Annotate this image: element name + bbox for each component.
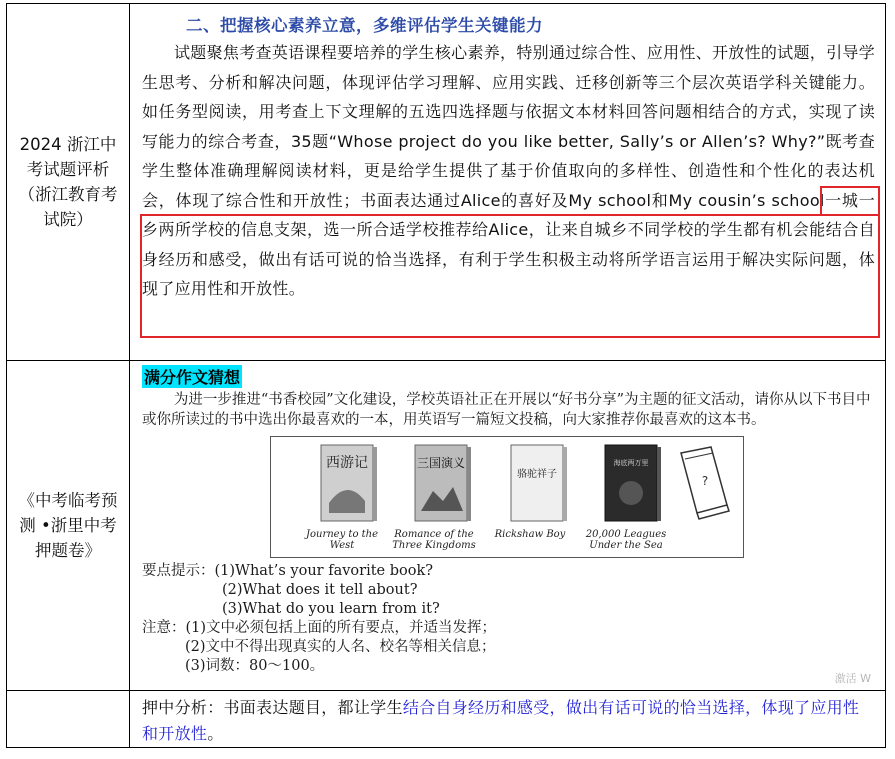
book-cover-journey-west [319,443,379,523]
book-caption: Romance of the Three Kingdoms [392,529,476,551]
point-2: (2)What does it tell about? [222,582,418,598]
analysis-prefix: 押中分析：书面表达题目，都让学生 [142,698,403,717]
point-line [142,562,885,581]
analysis-suffix: 。 [207,724,224,743]
point-3: (3)What do you learn from it? [222,601,440,617]
analysis-text [142,695,873,747]
row3-label-cell [7,691,130,748]
note-3: (3)词数：80～100。 [185,658,325,674]
watermark: 激活 W [834,672,871,685]
row1-label-cell [7,4,130,361]
paragraph-wrap [130,38,885,304]
svg-text:三国演义: 三国演义 [416,456,466,470]
essay-heading: 满分作文猜想 [142,365,242,388]
row2-label: 《中考临考预测 •浙里中考押题卷》 [18,491,118,560]
paragraph-text: 试题聚焦考查英语课程要培养的学生核心素养，特别通过综合性、应用性、开放性的试题，引导学生思考、分析和解决问题，体现评估学习理解、应用实践、迁移创新等三个层次英语学科关键能力。如任务型阅读，用考查上下文理解的五选四选择题与依据文本材料回答问题相结合的方式，实现了读写能力的综合考查，35题“Whose project do you like better, Sally’s or Allen’s? Why?”既考查学生整体准确理解阅读材料，更是给学生提供了基于价值取向的多样性、创造性和个性化的表达机会，体现了综合性和开放性； [142,43,875,210]
points-label: 要点提示： [142,563,215,579]
notes-label: 注意： [142,620,186,636]
svg-text:西游记: 西游记 [326,455,368,471]
book-caption: Rickshaw Boy [494,529,566,540]
svg-text:?: ? [701,474,709,488]
book-cover-rickshaw-boy [509,443,569,523]
book-cover-three-kingdoms [413,443,473,523]
essay-prompt: 为进一步推进“书香校园”文化建设，学校英语社正在开展以“好书分享”为主题的征文活动，请你从以下书目中或你所读过的书中选出你最喜欢的一本，用英语写一篇短文投稿，向大家推荐你最喜欢的这本书。 [142,392,871,428]
note-1: (1)文中必须包括上面的所有要点，并适当发挥； [185,620,497,636]
document-table [6,3,886,748]
section-heading: 二、把握核心素养立意，多维评估学生关键能力 [186,16,543,35]
row1-label: 2024 浙江中考试题评析（浙江教育考试院） [18,135,118,229]
table-row [7,4,886,361]
table-row [7,361,886,691]
book-caption: Journey to the West [305,529,379,551]
point-1: (1)What’s your favorite book? [214,563,434,579]
book-strip [270,436,744,558]
points-block [142,562,885,676]
book-cover-20000-leagues [603,443,663,523]
boxed-paragraph-text: 书面表达通过Alice的喜好及My school和My cousin’s school一城一乡两所学校的信息支架，选一所合适学校推荐给Alice，让来自城乡不同学校的学生都有机会能结合自身经历和感受，做出有话可说的恰当选择，有利于学生积极主动将所学语言运用于解决实际问题，体现了应用性和开放性。 [142,190,875,298]
row2-content-cell [130,361,886,691]
row3-content-cell [130,691,886,748]
book-caption: 20,000 Leagues Under the Sea [585,529,667,551]
svg-text:骆驼祥子: 骆驼祥子 [517,469,557,480]
analysis-highlight: 结合自身经历和感受，做出有话可说的恰当选择，体现了应用性和开放性 [142,698,860,743]
row1-content-cell [130,4,886,361]
svg-text:海底两万里: 海底两万里 [613,459,649,467]
row2-label-cell [7,361,130,691]
note-2: (2)文中不得出现真实的人名、校名等相关信息； [185,639,496,655]
note-line [142,619,885,638]
book-unknown-icon [675,443,735,523]
table-row [7,691,886,748]
evaluation-paragraph [142,38,875,304]
